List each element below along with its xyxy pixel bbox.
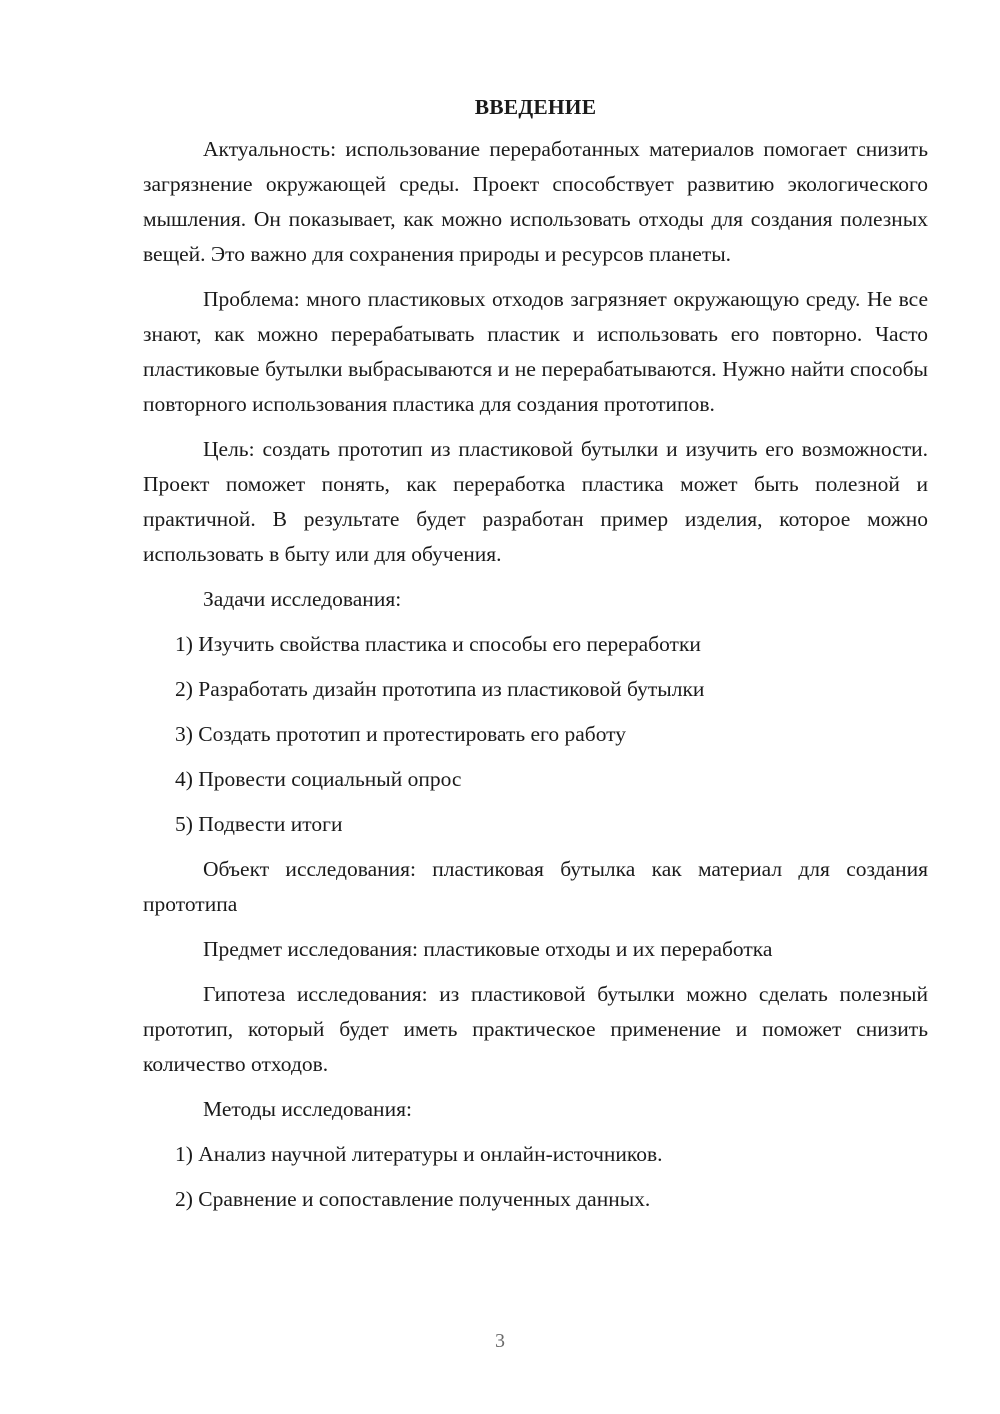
hypothesis-paragraph: Гипотеза исследования: из пластиковой бутылки можно сделать полезный прототип, который будет иметь практическое применение и поможет снизить количество отходов. <box>143 982 928 1076</box>
page-number: 3 <box>495 1330 505 1352</box>
task-item: 1) Изучить свойства пластика и способы его переработки <box>175 632 701 656</box>
methods-list <box>143 1137 928 1217</box>
methods-label: Методы исследования: <box>203 1097 412 1121</box>
object-paragraph: Объект исследования: пластиковая бутылка как материал для создания прототипа <box>143 857 928 916</box>
section-heading: ВВЕДЕНИЕ <box>474 95 597 119</box>
method-item: 2) Сравнение и сопоставление полученных данных. <box>175 1187 651 1211</box>
problem-paragraph: Проблема: много пластиковых отходов загрязняет окружающую среду. Не все знают, как можно перерабатывать пластик и использовать его повторно. Часто пластиковые бутылки выбрасываются и не перерабатываются. Нужно найти способы повторного использования пластика для создания прототипов. <box>143 287 928 416</box>
method-item: 1) Анализ научной литературы и онлайн-источников. <box>175 1142 663 1166</box>
relevance-paragraph: Актуальность: использование переработанных материалов помогает снизить загрязнение окружающей среды. Проект способствует развитию экологического мышления. Он показывает, как можно использовать отходы для создания полезных вещей. Это важно для сохранения природы и ресурсов планеты. <box>143 137 928 266</box>
task-item: 2) Разработать дизайн прототипа из пластиковой бутылки <box>175 677 705 701</box>
task-item: 3) Создать прототип и протестировать его работу <box>175 722 627 746</box>
task-item: 4) Провести социальный опрос <box>175 767 462 791</box>
subject-paragraph: Предмет исследования: пластиковые отходы и их переработка <box>203 937 773 961</box>
tasks-label: Задачи исследования: <box>203 587 402 611</box>
document-page <box>143 90 928 1227</box>
tasks-list <box>143 627 928 842</box>
task-item: 5) Подвести итоги <box>175 812 343 836</box>
goal-paragraph: Цель: создать прототип из пластиковой бутылки и изучить его возможности. Проект поможет понять, как переработка пластика может быть полезной и практичной. В результате будет разработан пример изделия, которое можно использовать в быту или для обучения. <box>143 437 928 566</box>
